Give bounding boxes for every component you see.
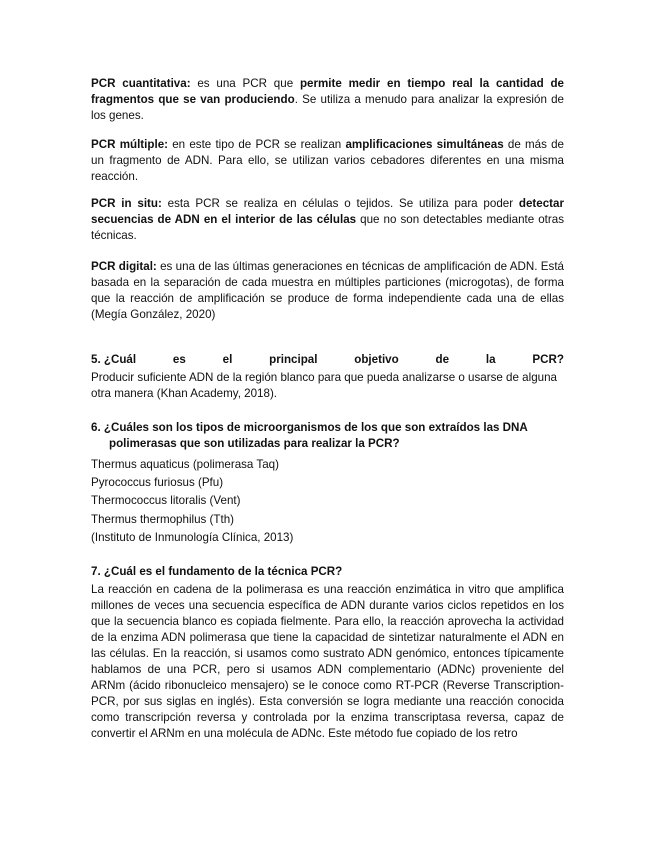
bold-phrase: detectar secuencias de ADN en el interior de las células <box>91 197 564 226</box>
list-item: Thermus thermophilus (Tth) <box>91 512 235 526</box>
paragraph-pcr-in-situ <box>91 196 564 244</box>
term-label: PCR cuantitativa: <box>91 77 191 90</box>
paragraph-text: de más de un fragmento de ADN. Para ello, se utilizan varios cebadores diferentes en una misma reacción. <box>91 138 564 183</box>
term-label: PCR in situ: <box>91 197 162 210</box>
list-item: Thermococcus litoralis (Vent) <box>91 494 241 508</box>
paragraph-text: es una PCR que <box>190 77 300 90</box>
question-6-list <box>91 456 564 547</box>
paragraph-text: es una de las últimas generaciones en técnicas de amplificación de ADN. Está basada en la separación de cada muestra en múltiples particiones (microgotas), de forma que la reacción de amplificación se produce de forma independiente cada una de ellas (Megía González, 2020) <box>91 260 564 321</box>
heading-word: 5. ¿Cuál <box>91 353 137 366</box>
question-6-heading: 6. ¿Cuáles son los tipos de microorganismos de los que son extraídos las DNA polimerasas que son utilizadas para realizar la PCR? <box>91 421 528 450</box>
heading-word: de <box>435 353 450 366</box>
list-item: Pyrococcus furiosus (Pfu) <box>91 476 224 490</box>
paragraph-pcr-multiple <box>91 137 564 185</box>
heading-word: el <box>222 353 233 366</box>
paragraph-text: . Se utiliza a menudo para analizar la expresión de los genes. <box>91 93 564 122</box>
paragraph-text: esta PCR se realiza en células o tejidos. Se utiliza para poder <box>161 197 519 210</box>
list-item: (Instituto de Inmunología Clínica, 2013) <box>91 530 294 544</box>
paragraph-text: que no son detectables mediante otras técnicas. <box>91 213 565 242</box>
paragraph-pcr-digital <box>91 259 564 323</box>
question-5-heading <box>91 352 564 368</box>
bold-phrase: amplificaciones simultáneas <box>345 138 504 151</box>
question-7-answer: La reacción en cadena de la polimerasa es una reacción enzimática in vitro que amplifica millones de veces una secuencia específica de ADN durante varios ciclos repetidos en los que la secuencia blanco es copiada fielmente. Para ello, la reacción aprovecha la actividad de la enzima ADN polimerasa que tiene la capacidad de sintetizar naturalmente el ADN en las células. En la reacción, si usamos como sustrato ADN genómico, entonces típicamente hablamos de una PCR, pero si usamos ADN complementario (ADNc) proveniente del ARNm (ácido ribonucleico mensajero) se le conoce como RT-PCR (Reverse Transcription-PCR, por sus siglas en inglés). Esta conversión se logra mediante una reacción conocida como transcripción reversa y controlada por la enzima transcriptasa reversa, capaz de convertir el ARNm en una molécula de ADNc. Este método fue copiado de los retro <box>91 583 564 740</box>
term-label: PCR digital: <box>91 260 157 273</box>
question-7-heading: 7. ¿Cuál es el fundamento de la técnica PCR? <box>91 565 343 578</box>
list-item: Thermus aquaticus (polimerasa Taq) <box>91 458 279 471</box>
heading-word: principal <box>269 353 318 366</box>
question-5-answer: Producir suficiente ADN de la región blanco para que pueda analizarse o usarse de alguna otra manera (Khan Academy, 2018). <box>91 371 557 400</box>
heading-word: es <box>172 353 186 366</box>
paragraph-text: en este tipo de PCR se realizan <box>168 138 346 151</box>
paragraph-pcr-cuantitativa <box>91 76 564 124</box>
heading-word: PCR? <box>532 353 564 366</box>
term-label: PCR múltiple: <box>91 138 168 151</box>
bold-phrase: permite medir en tiempo real la cantidad de fragmentos que se van produciendo <box>91 77 564 106</box>
heading-word: objetivo <box>354 353 399 366</box>
heading-word: la <box>485 353 496 366</box>
